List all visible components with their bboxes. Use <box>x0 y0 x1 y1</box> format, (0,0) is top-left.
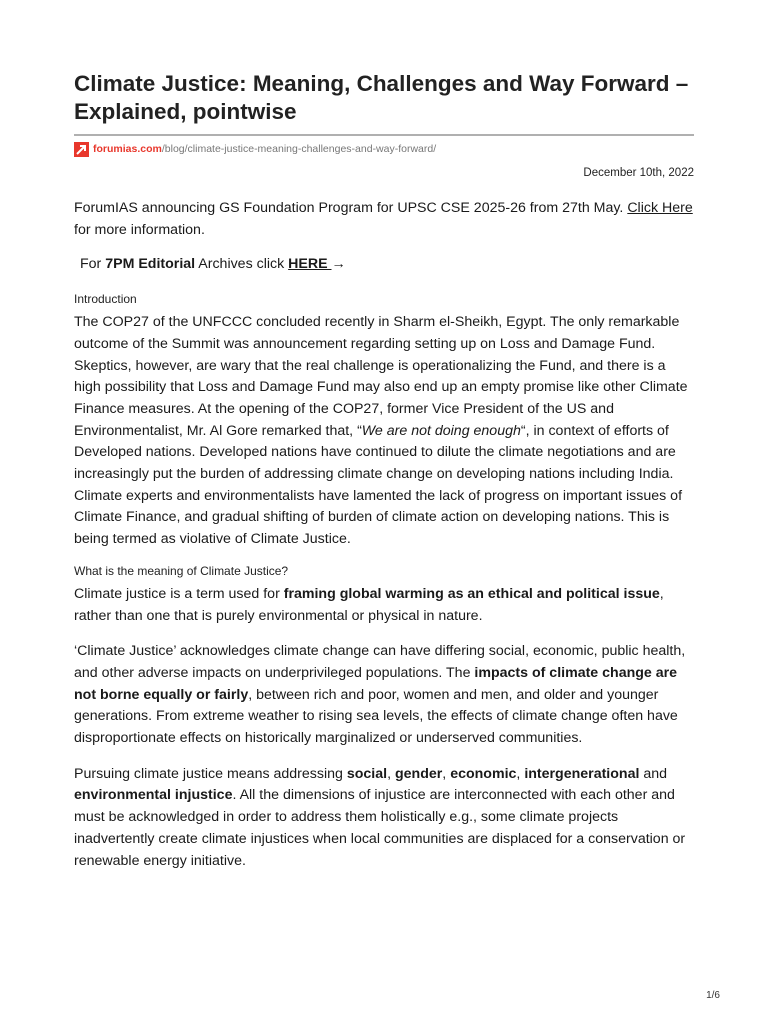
source-url[interactable] <box>74 141 694 157</box>
publish-date: December 10th, 2022 <box>583 167 694 179</box>
text: , <box>387 765 395 782</box>
meaning-heading: What is the meaning of Climate Justice? <box>74 563 289 578</box>
page-number: 1/6 <box>706 990 720 1001</box>
arrow-right-icon: → <box>331 256 346 273</box>
intro-quote: We are not doing enough <box>361 422 521 439</box>
text: and <box>639 765 668 782</box>
text: Climate justice is a term used for <box>74 585 284 602</box>
announcement <box>74 198 694 241</box>
meaning-paragraph-3 <box>74 764 694 873</box>
intro-text-1: The COP27 of the UNFCCC concluded recently in Sharm el-Sheikh, Egypt. The only remarkable outcome of the Summit was announcement regarding setting up on Loss and Damage Fund. Skeptics, however, are wary that the real challenge is operationalizing the Fund, and there is a high possibility that Loss and Damage Fund may also end up an empty promise like other Climate Finance measures. At the opening of the COP27, former Vice President of the US and Environmentalist, Mr. Al Gore remarked that, “ <box>74 314 688 439</box>
text: , <box>516 765 525 782</box>
bold-text: intergenerational <box>524 765 640 782</box>
source-domain[interactable]: forumias.com <box>93 143 162 155</box>
article <box>74 70 694 872</box>
text: ‘Climate Justice’ acknowledges climate change can have differing social, economic, public health, and other adverse impacts on underprivileged populations. The <box>74 643 686 681</box>
source-path[interactable]: /blog/climate-justice-meaning-challenges-and-way-forward/ <box>161 143 437 155</box>
announcement-text: ForumIAS announcing GS Foundation Program for UPSC CSE 2025-26 from 27th May. <box>74 200 628 216</box>
bold-text: framing global warming as an ethical and political issue <box>283 585 660 602</box>
bold-text: economic <box>450 765 517 782</box>
meaning-paragraph-1 <box>74 584 694 627</box>
editorial-archive-line <box>74 254 694 276</box>
text: . All the dimensions of injustice are interconnected with each other and must be acknowledged in order to address them holistically e.g., some climate projects inadvertently create climate injustices when local communities are displaced for a conservation or renewable energy initiative. <box>74 787 686 869</box>
forumias-logo-icon <box>74 142 89 157</box>
text: , rather than one that is purely environmental or physical in nature. <box>74 585 664 624</box>
bold-text: gender <box>394 765 443 782</box>
here-link[interactable]: HERE <box>288 256 332 273</box>
text: , <box>442 765 451 782</box>
intro-heading: Introduction <box>74 292 137 307</box>
bold-text: environmental injustice <box>74 787 233 804</box>
bold-text: impacts of climate change are not borne equally or fairly <box>74 664 678 703</box>
editorial-prefix: For <box>80 256 106 273</box>
click-here-link[interactable]: Click Here <box>627 200 693 216</box>
announcement-text-after: for more information. <box>74 221 205 238</box>
title-divider <box>74 134 694 136</box>
page-title: Climate Justice: Meaning, Challenges and Way Forward – Explained, pointwise <box>74 71 689 124</box>
editorial-middle: Archives click <box>195 256 289 273</box>
intro-paragraph <box>74 312 694 551</box>
editorial-bold: 7PM Editorial <box>105 256 196 273</box>
meaning-paragraph-2 <box>74 641 694 750</box>
bold-text: social <box>346 765 388 782</box>
text: , between rich and poor, women and men, and older and younger generations. From extreme weather to rising sea levels, the effects of climate change often have disproportionate effects on historically marginalized or underserved communities. <box>74 686 678 747</box>
text: Pursuing climate justice means addressing <box>74 765 347 782</box>
intro-text-2: “, in context of efforts of Developed nations. Developed nations have continued to dilute the climate negotiations and are increasingly put the burden of addressing climate change on developing nations including India. Climate experts and environmentalists have lamented the lack of progress on important issues of Climate Finance, and gradual shifting of burden of climate action on developing nations. This is being termed as violative of Climate Justice. <box>74 422 683 548</box>
